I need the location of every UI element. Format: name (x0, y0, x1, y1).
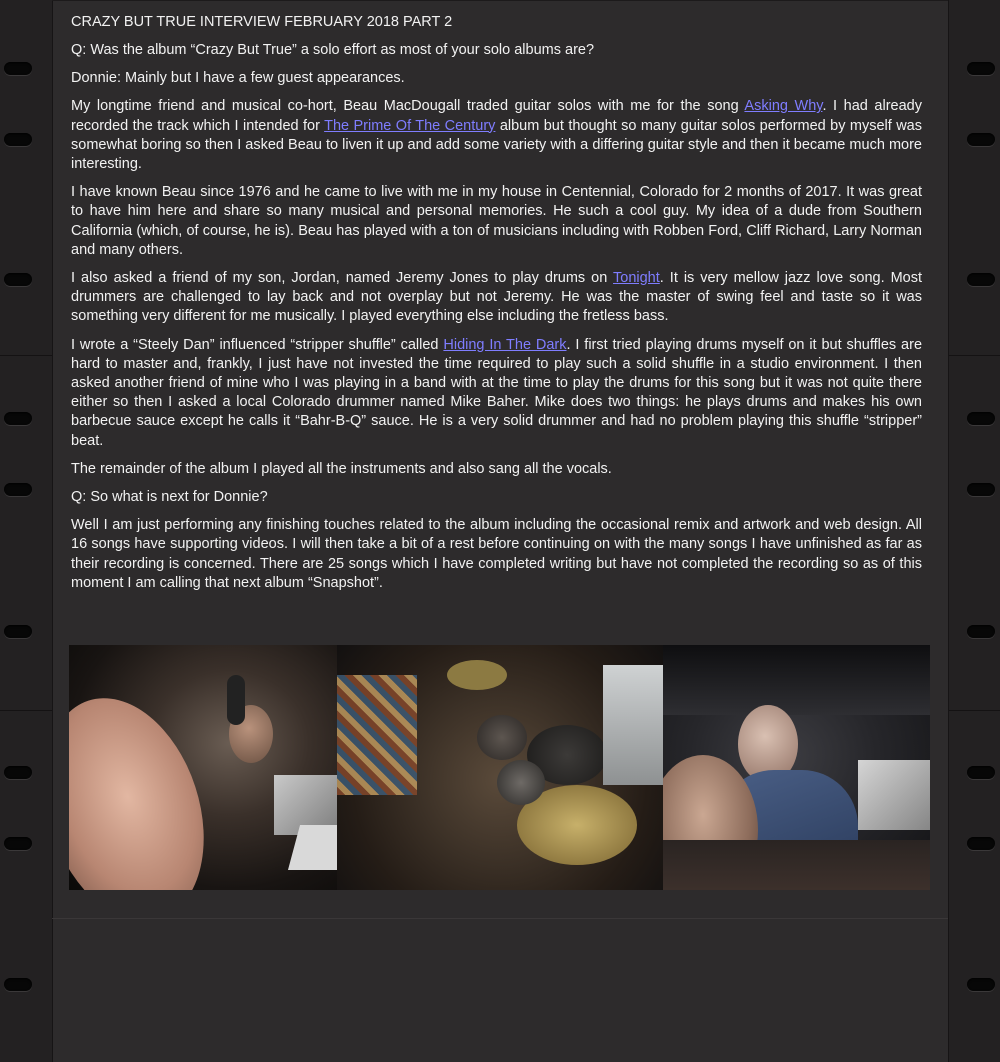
rack-hole-icon (4, 273, 32, 286)
rack-hole-icon (967, 412, 995, 425)
interview-article (71, 10, 922, 602)
rack-hole-icon (4, 978, 32, 991)
rack-hole-icon (967, 62, 995, 75)
tom-drum-shape (477, 715, 527, 760)
rack-hole-icon (967, 625, 995, 638)
left-rack-rail (0, 0, 53, 1062)
paragraph-text: . It is very mellow jazz love song. Most drummers are challenged to lay back and not overplay but not Jeremy. He was the master of swing feel and taste so it was something very different for me musically. I played everything else including the fretless bass. (71, 270, 923, 325)
rack-hole-icon (4, 133, 32, 146)
rail-seam (0, 355, 52, 356)
studio-photo-donnie (663, 645, 930, 890)
studio-photo-drumkit (337, 645, 663, 890)
panel-seam (52, 918, 948, 919)
paragraph-tonight (71, 269, 922, 327)
microphone-shape (227, 675, 245, 725)
paragraph-whats-next: Well I am just performing any finishing touches related to the album including the occasional remix and artwork and web design. All 16 songs have supporting videos. I will then take a bit of a rest before continuing on with the many songs I have unfinished as far as their recording is concerned. There are 25 songs which I have completed writing but have not completed the recording so as of this moment I am calling that next album “Snapshot”. (71, 517, 922, 591)
paragraph-remainder: The remainder of the album I played all the instruments and also sang all the vocals. (71, 460, 612, 477)
paragraph-text: . I had already recorded the track which I intended for (71, 98, 922, 134)
question-paragraph: Q: So what is next for Donnie? (71, 489, 268, 506)
window-shape (603, 665, 663, 785)
mixing-console-shape (858, 760, 930, 830)
rack-hole-icon (967, 133, 995, 146)
paragraph-hiding-in-the-dark (71, 336, 922, 451)
studio-photo-strip (69, 645, 930, 890)
page-title: CRAZY BUT TRUE INTERVIEW FEBRUARY 2018 PART 2 (71, 14, 453, 30)
paragraph-beau: I have known Beau since 1976 and he came to live with me in my house in Centennial, Colorado for 2 months of 2017. It was great to have him here and share so many musical and personal memories. He such a cool guy. My idea of a dude from Southern California (which, of course, he is). Beau has played with a ton of musicians including with Robben Ford, Cliff Richard, Larry Norman and many others. (71, 184, 922, 258)
rug-shape (337, 675, 417, 795)
rack-hole-icon (4, 766, 32, 779)
rack-hole-icon (967, 766, 995, 779)
paragraph-text: I wrote a “Steely Dan” influenced “stripper shuffle” called (71, 336, 444, 353)
rack-hole-icon (967, 837, 995, 850)
prime-of-the-century-link[interactable]: The Prime Of The Century (324, 117, 496, 134)
rack-hole-icon (4, 483, 32, 496)
asking-why-link[interactable]: Asking Why (744, 98, 823, 115)
desk-shape (663, 840, 930, 890)
snare-drum-shape (497, 760, 545, 805)
right-rack-rail (948, 0, 1000, 1062)
tonight-link[interactable]: Tonight (613, 270, 660, 287)
studio-photo-singer (69, 645, 337, 890)
rack-hole-icon (4, 625, 32, 638)
answer-paragraph: Donnie: Mainly but I have a few guest appearances. (71, 70, 405, 87)
rail-seam (949, 355, 1000, 356)
paragraph-text: . I first tried playing drums myself on it but shuffles are hard to master and, frankly, I just have not invested the time required to play such a solid shuffle in a studio environment. I then asked another friend of mine who I was playing in a band with at the time to play the drums for this song but it was not quite there either so then I asked a local Colorado drummer named Mike Baher. Mike does two things: he plays drums and makes his own barbecue sauce except he calls it “Bahr-B-Q” sauce. He is a very solid drummer and had no problem playing this shuffle “stripper” beat. (71, 336, 923, 449)
rack-hole-icon (4, 62, 32, 75)
ceiling-shape (663, 645, 930, 715)
rack-hole-icon (4, 837, 32, 850)
rack-hole-icon (4, 412, 32, 425)
hand-shape (69, 677, 231, 890)
cymbal-shape (447, 660, 507, 690)
paragraph-text: My longtime friend and musical co-hort, Beau MacDougall traded guitar solos with me for the song (71, 98, 745, 115)
rack-hole-icon (967, 483, 995, 496)
panel-seam (52, 0, 948, 1)
question-paragraph: Q: Was the album “Crazy But True” a solo effort as most of your solo albums are? (71, 42, 595, 58)
rack-hole-icon (967, 978, 995, 991)
paragraph-text: album but thought so many guitar solos performed by myself was somewhat boring so then I asked Beau to liven it up and add some variety with a differing guitar style and then it became much more interesting. (71, 117, 922, 173)
paragraph-asking-why (71, 97, 922, 174)
hiding-in-the-dark-link[interactable]: Hiding In The Dark (443, 336, 567, 353)
rail-seam (0, 710, 52, 711)
rack-hole-icon (967, 273, 995, 286)
rail-seam (949, 710, 1000, 711)
paragraph-text: I also asked a friend of my son, Jordan, named Jeremy Jones to play drums on (71, 270, 614, 287)
